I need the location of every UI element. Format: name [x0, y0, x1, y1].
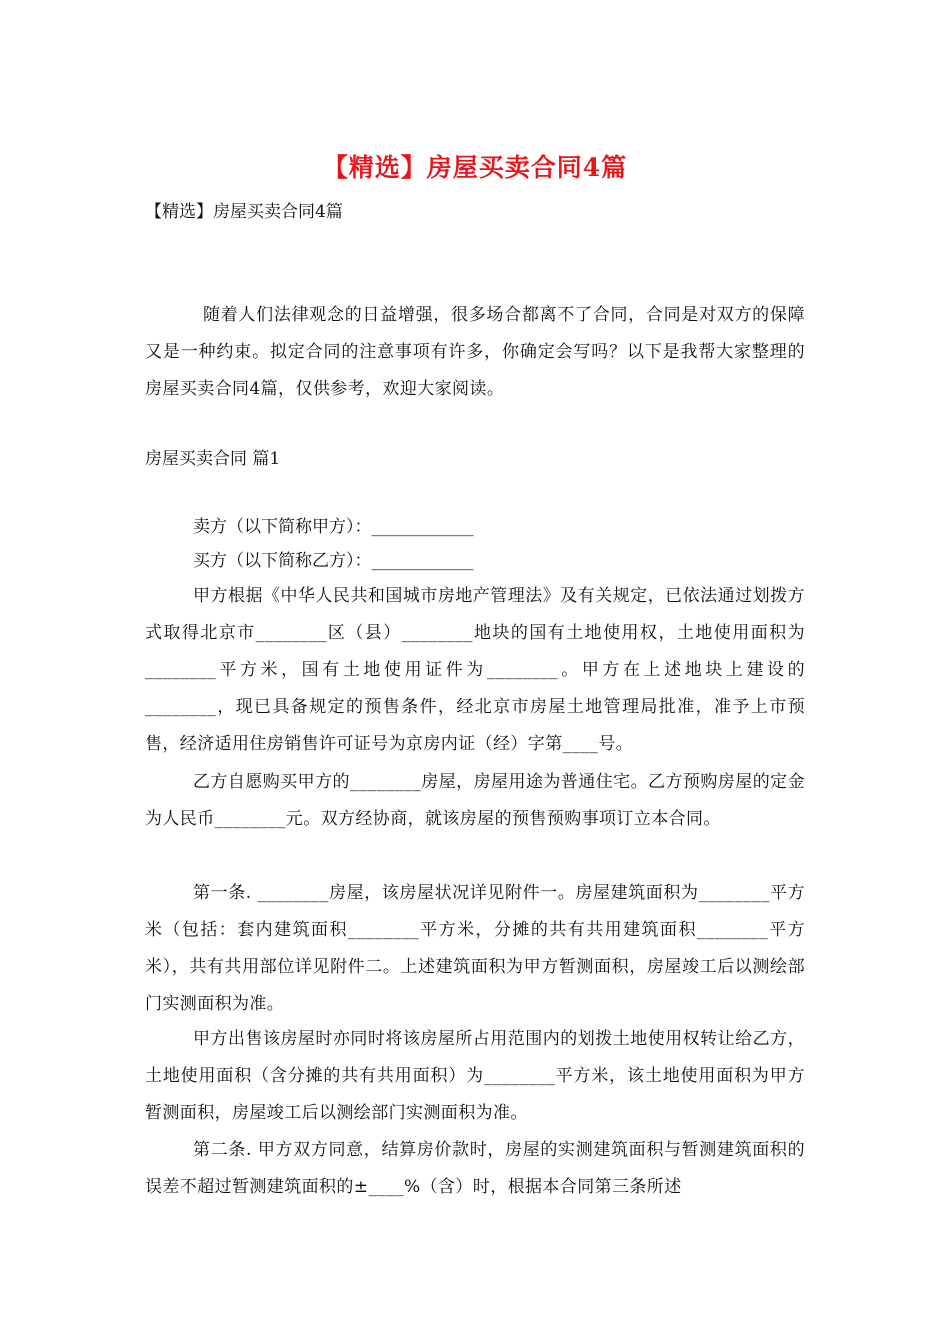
document-title: 【精选】房屋买卖合同4篇 [322, 153, 628, 182]
seller-line: 卖方（以下简称甲方）：____________ [193, 517, 474, 537]
section-heading: 房屋买卖合同 篇1 [145, 449, 281, 469]
contract-paragraph: 甲方根据《中华人民共和国城市房地产管理法》及有关规定，已依法通过划拨方式取得北京市________区（县）________地块的国有土地使用权，土地使用面积为________平方米，国有土地使用证件为________。甲方在上述地块上建设的________，现已具备规定的预售条件，经北京市房屋土地管理局批准，准予上市预售，经济适用住房销售许可证号为京房内证（经）字第____号。 [145, 586, 805, 754]
document-subtitle: 【精选】房屋买卖合同4篇 [145, 202, 343, 222]
article-two-paragraph: 第二条. 甲方双方同意，结算房价款时，房屋的实测建筑面积与暂测建筑面积的误差不超过暂测建筑面积的±____%（含）时，根据本合同第三条所述 [145, 1140, 805, 1197]
buyer-line: 买方（以下简称乙方）：____________ [193, 551, 474, 571]
intro-paragraph: 随着人们法律观念的日益增强，很多场合都离不了合同，合同是对双方的保障又是一种约束。拟定合同的注意事项有许多，你确定会写吗？以下是我帮大家整理的房屋买卖合同4篇，仅供参考，欢迎大家阅读。 [145, 305, 805, 399]
contract-paragraph: 乙方自愿购买甲方的________房屋，房屋用途为普通住宅。乙方预购房屋的定金为人民币________元。双方经协商，就该房屋的预售预购事项订立本合同。 [145, 772, 805, 829]
contract-paragraph: 甲方出售该房屋时亦同时将该房屋所占用范围内的划拨土地使用权转让给乙方，土地使用面积（含分摊的共有共用面积）为________平方米，该土地使用面积为甲方暂测面积，房屋竣工后以测绘部门实测面积为准。 [145, 1029, 805, 1123]
article-one-paragraph: 第一条. ________房屋，该房屋状况详见附件一。房屋建筑面积为________平方米（包括：套内建筑面积________平方米，分摊的共有共用建筑面积________平方米），共有共用部位详见附件二。上述建筑面积为甲方暂测面积，房屋竣工后以测绘部门实测面积为准。 [145, 883, 805, 1014]
